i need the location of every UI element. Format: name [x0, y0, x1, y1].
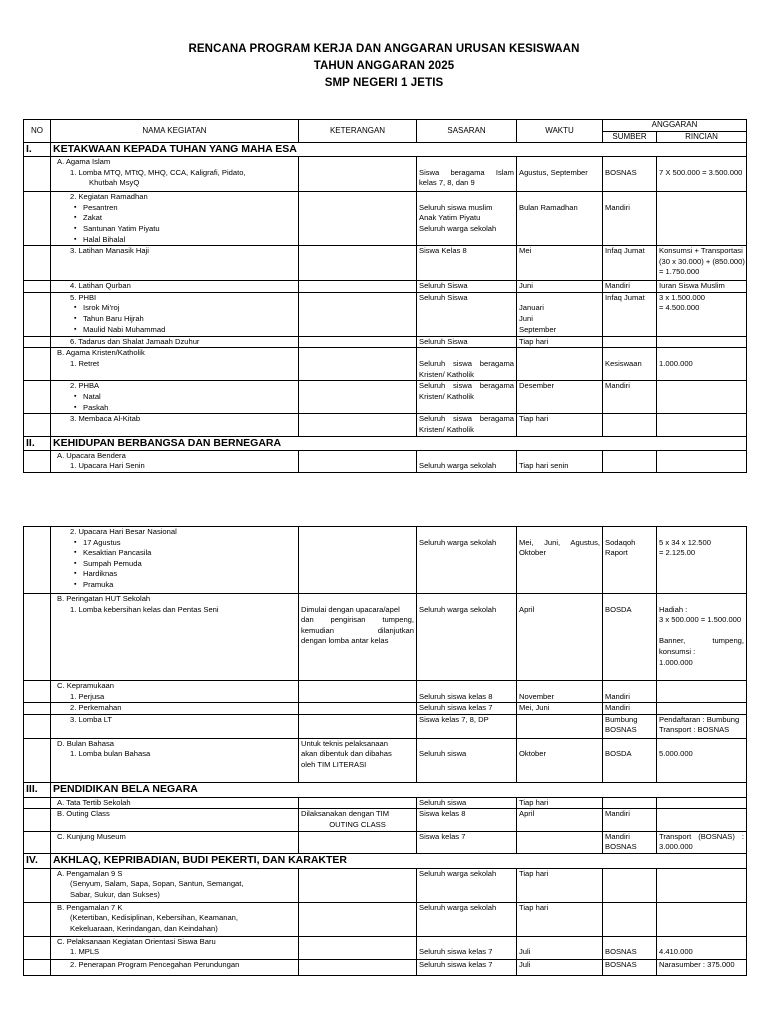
time-cell: Juli — [517, 959, 603, 975]
time-cell: Mei, Juni, Agustus, Oktober — [517, 527, 603, 594]
activity-cell: 4. Latihan Qurban — [51, 281, 299, 293]
section-title: AKHLAQ, KEPRIBADIAN, BUDI PEKERTI, DAN KARAKTER — [51, 853, 747, 868]
source-cell: BOSNAS — [603, 157, 657, 192]
target-cell: Seluruh siswa — [417, 738, 517, 782]
table-row — [24, 381, 747, 414]
target-cell: Seluruh siswa beragama Kristen/ Katholik — [417, 414, 517, 436]
source-cell: Mandiri — [603, 681, 657, 703]
activity-cell: 3. Lomba LT — [51, 714, 299, 738]
time-cell: Tiap hari — [517, 868, 603, 902]
source-cell: BOSDA — [603, 738, 657, 782]
detail-cell: Hadiah : 3 x 500.000 = 1.500.000 Banner, tumpeng, konsumsi : 1.000.000 — [657, 594, 747, 681]
time-cell: Tiap hari — [517, 414, 603, 436]
header-nama-kegiatan: NAMA KEGIATAN — [51, 120, 299, 143]
source-cell: Sodaqoh Raport — [603, 527, 657, 594]
activity-cell: B. Agama Kristen/Katholik 1. Retret — [51, 348, 299, 381]
activity-cell: 6. Tadarus dan Shalat Jamaah Dzuhur — [51, 336, 299, 348]
section-no: II. — [24, 436, 51, 450]
source-cell: Mandiri — [603, 703, 657, 715]
source-cell: Kesiswaan — [603, 348, 657, 381]
time-cell: Juni — [517, 281, 603, 293]
table-row — [24, 594, 747, 681]
table-row — [24, 703, 747, 715]
target-cell: Seluruh Siswa — [417, 292, 517, 336]
activity-cell: 2. PHBA ▪ Natal ▪ Paskah — [51, 381, 299, 414]
activity-cell: C. Kepramukaan 1. Perjusa — [51, 681, 299, 703]
activity-cell: A. Pengamalan 9 S (Senyum, Salam, Sapa, Sopan, Santun, Semangat, Sabar, Sukur, dan Sukses) — [51, 868, 299, 902]
program-table-part2 — [23, 526, 747, 976]
target-cell: Seluruh warga sekolah — [417, 450, 517, 472]
source-cell: BOSNAS — [603, 936, 657, 959]
source-cell: Infaq Jumat — [603, 292, 657, 336]
target-cell: Seluruh Siswa — [417, 281, 517, 293]
table-row — [24, 527, 747, 594]
source-cell: Mandiri — [603, 381, 657, 414]
table-row — [24, 738, 747, 782]
section-no: I. — [24, 143, 51, 157]
note-cell: Dimulai dengan upacara/apel dan pengirisan tumpeng, kemudian dilanjutkan dengan lomba antar kelas — [299, 594, 417, 681]
time-cell: November — [517, 681, 603, 703]
target-cell: Siswa beragama Islam kelas 7, 8, dan 9 — [417, 157, 517, 192]
detail-cell: 5 x 34 x 12.500 = 2.125.00 — [657, 527, 747, 594]
table-row — [24, 414, 747, 436]
target-cell: Seluruh siswa kelas 8 — [417, 681, 517, 703]
table-row — [24, 281, 747, 293]
section-row — [24, 853, 747, 868]
section-title: KETAKWAAN KEPADA TUHAN YANG MAHA ESA — [51, 143, 747, 157]
activity-cell: 2. Penerapan Program Pencegahan Perundungan — [51, 959, 299, 975]
detail-cell: Narasumber : 375.000 — [657, 959, 747, 975]
note-cell: Untuk teknis pelaksanaan akan dibentuk dan dibahas oleh TIM LITERASI — [299, 738, 417, 782]
detail-cell: Konsumsi + Transportasi (30 x 30.000) + (850.000) = 1.750.000 — [657, 246, 747, 281]
time-cell: Tiap hari — [517, 797, 603, 809]
header-anggaran: ANGGARAN — [603, 120, 747, 132]
activity-cell: 3. Latihan Manasik Haji — [51, 246, 299, 281]
target-cell: Seluruh warga sekolah — [417, 527, 517, 594]
target-cell: Seluruh warga sekolah — [417, 868, 517, 902]
target-cell: Siswa kelas 8 — [417, 809, 517, 831]
table-row — [24, 936, 747, 959]
section-no: III. — [24, 782, 51, 797]
time-cell: Agustus, September — [517, 157, 603, 192]
activity-cell: B. Pengamalan 7 K (Ketertiban, Kedisiplinan, Kebersihan, Keamanan, Kekeluaraan, Kerindangan, dan Keindahan) — [51, 902, 299, 936]
table-row — [24, 714, 747, 738]
activity-cell: 2. Perkemahan — [51, 703, 299, 715]
section-row — [24, 143, 747, 157]
activity-cell: C. Kunjung Museum — [51, 831, 299, 853]
activity-cell: C. Pelaksanaan Kegiatan Orientasi Siswa Baru 1. MPLS — [51, 936, 299, 959]
source-cell: Infaq Jumat — [603, 246, 657, 281]
table-row — [24, 157, 747, 192]
section-row — [24, 436, 747, 450]
table-row — [24, 336, 747, 348]
source-cell: Mandiri — [603, 192, 657, 246]
time-cell: April — [517, 594, 603, 681]
time-cell: Bulan Ramadhan — [517, 192, 603, 246]
target-cell: Seluruh siswa — [417, 797, 517, 809]
time-cell: Tiap hari senin — [517, 450, 603, 472]
source-cell: Mandiri — [603, 281, 657, 293]
target-cell: Seluruh siswa muslim Anak Yatim Piyatu Seluruh warga sekolah — [417, 192, 517, 246]
target-cell: Seluruh Siswa — [417, 336, 517, 348]
activity-cell: 5. PHBI ▪ Isrok Mi'roj ▪ Tahun Baru Hijrah ▪ Maulid Nabi Muhammad — [51, 292, 299, 336]
table-row — [24, 797, 747, 809]
target-cell: Seluruh siswa beragama Kristen/ Katholik — [417, 381, 517, 414]
document-title-line3: SMP NEGERI 1 JETIS — [324, 77, 444, 89]
table-row — [24, 681, 747, 703]
detail-cell: 7 X 500.000 = 3.500.000 — [657, 157, 747, 192]
detail-cell: Transport (BOSNAS) : 3.000.000 — [657, 831, 747, 853]
target-cell: Siswa kelas 7, 8, DP — [417, 714, 517, 738]
activity-cell: D. Bulan Bahasa 1. Lomba bulan Bahasa — [51, 738, 299, 782]
detail-cell: 4.410.000 — [657, 936, 747, 959]
section-title: PENDIDIKAN BELA NEGARA — [51, 782, 747, 797]
source-cell: BOSDA — [603, 594, 657, 681]
header-waktu: WAKTU — [517, 120, 603, 143]
detail-cell: Pendaftaran : Bumbung Transport : BOSNAS — [657, 714, 747, 738]
header-rincian: RINCIAN — [657, 131, 747, 143]
header-sumber: SUMBER — [603, 131, 657, 143]
table-row — [24, 959, 747, 975]
time-cell: Juli — [517, 936, 603, 959]
activity-cell: 2. Kegiatan Ramadhan ▪ Pesantren ▪ Zakat ▪ Santunan Yatim Piyatu ▪ Halal Bihalal — [51, 192, 299, 246]
table-row — [24, 292, 747, 336]
detail-cell: 1.000.000 — [657, 348, 747, 381]
target-cell: Seluruh siswa kelas 7 — [417, 936, 517, 959]
target-cell: Siswa kelas 7 — [417, 831, 517, 853]
time-cell: Tiap hari — [517, 336, 603, 348]
activity-cell: B. Peringatan HUT Sekolah 1. Lomba kebersihan kelas dan Pentas Seni — [51, 594, 299, 681]
source-cell: Mandiri — [603, 809, 657, 831]
table-row — [24, 868, 747, 902]
note-cell: Dilaksanakan dengan TIM OUTING CLASS — [299, 809, 417, 831]
time-cell: Januari Juni September — [517, 292, 603, 336]
activity-cell: 2. Upacara Hari Besar Nasional ▪ 17 Agustus ▪ Kesaktian Pancasila ▪ Sumpah Pemuda ▪ Hardiknas ▪ Pramuka — [51, 527, 299, 594]
target-cell: Seluruh siswa kelas 7 — [417, 959, 517, 975]
document-title-line1: RENCANA PROGRAM KERJA DAN ANGGARAN URUSAN KESISWAAN — [188, 43, 580, 55]
header-no: NO — [24, 120, 51, 143]
source-cell: Mandiri BOSNAS — [603, 831, 657, 853]
table-row — [24, 246, 747, 281]
target-cell: Seluruh warga sekolah — [417, 594, 517, 681]
header-sasaran: SASARAN — [417, 120, 517, 143]
detail-cell: Iuran Siswa Muslim — [657, 281, 747, 293]
table-row — [24, 809, 747, 831]
target-cell: Siswa Kelas 8 — [417, 246, 517, 281]
source-cell: BOSNAS — [603, 959, 657, 975]
target-cell: Seluruh siswa kelas 7 — [417, 703, 517, 715]
program-table-part1 — [23, 119, 747, 473]
target-cell: Seluruh warga sekolah — [417, 902, 517, 936]
activity-cell: 3. Membaca Al-Kitab — [51, 414, 299, 436]
section-no: IV. — [24, 853, 51, 868]
target-cell: Seluruh siswa beragama Kristen/ Katholik — [417, 348, 517, 381]
activity-cell: A. Upacara Bendera 1. Upacara Hari Senin — [51, 450, 299, 472]
detail-cell: 5.000.000 — [657, 738, 747, 782]
time-cell: Tiap hari — [517, 902, 603, 936]
source-cell: Bumbung BOSNAS — [603, 714, 657, 738]
table-row — [24, 450, 747, 472]
time-cell: Mei — [517, 246, 603, 281]
section-row — [24, 782, 747, 797]
time-cell: Mei, Juni — [517, 703, 603, 715]
detail-cell: 3 x 1.500.000 = 4.500.000 — [657, 292, 747, 336]
table-row — [24, 831, 747, 853]
activity-cell: A. Tata Tertib Sekolah — [51, 797, 299, 809]
time-cell: Oktober — [517, 738, 603, 782]
table-row — [24, 902, 747, 936]
table-row — [24, 348, 747, 381]
document-title-line2: TAHUN ANGGARAN 2025 — [313, 60, 455, 72]
table-row — [24, 192, 747, 246]
time-cell: April — [517, 809, 603, 831]
activity-cell: A. Agama Islam 1. Lomba MTQ, MTtQ, MHQ, CCA, Kaligrafi, Pidato, Khutbah MsyQ — [51, 157, 299, 192]
header-keterangan: KETERANGAN — [299, 120, 417, 143]
section-title: KEHIDUPAN BERBANGSA DAN BERNEGARA — [51, 436, 747, 450]
activity-cell: B. Outing Class — [51, 809, 299, 831]
time-cell: Desember — [517, 381, 603, 414]
